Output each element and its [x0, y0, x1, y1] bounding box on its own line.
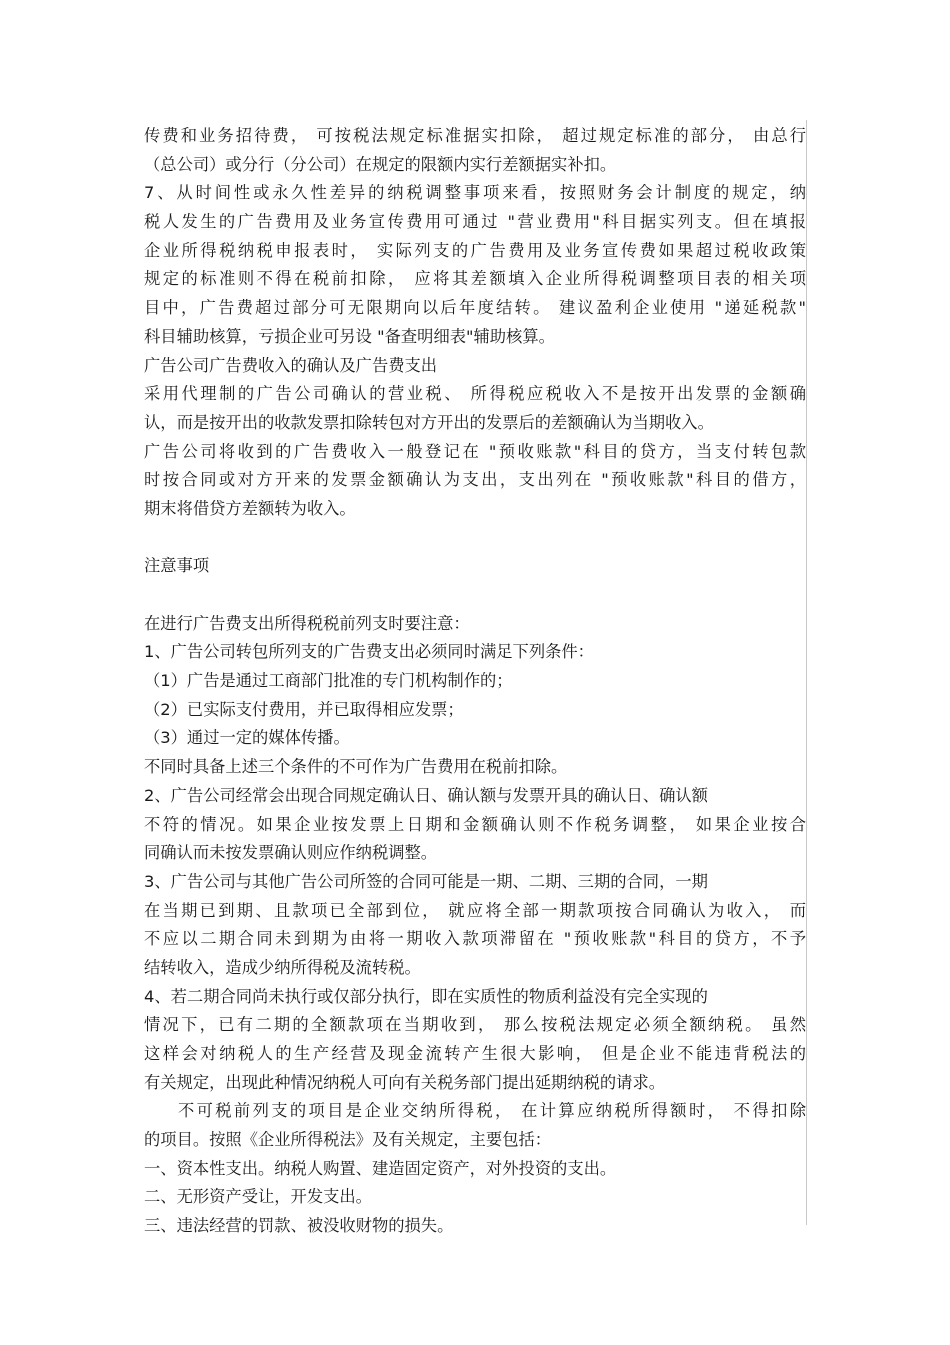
text-line: 在进行广告费支出所得税税前列支时要注意： [144, 613, 470, 633]
text-line: 一、资本性支出。纳税人购置、建造固定资产，对外投资的支出。 [144, 1158, 617, 1178]
text-line: （总公司）或分行（分公司）在规定的限额内实行差额据实补扣。 [144, 154, 617, 174]
text-line: 注意事项 [144, 556, 210, 576]
blank-line [144, 581, 806, 610]
text-line: 7、从时间性或永久性差异的纳税调整事项来看，按照财务会计制度的规定，纳 [144, 183, 806, 203]
text-line: 有关规定，出现此种情况纳税人可向有关税务部门提出延期纳税的请求。 [144, 1072, 666, 1092]
text-line: 广告公司将收到的广告费收入一般登记在 "预收账款"科目的贷方，当支付转包款 [144, 441, 806, 461]
text-line: 广告公司广告费收入的确认及广告费支出 [144, 355, 438, 375]
text-line: （3）通过一定的媒体传播。 [144, 728, 350, 748]
text-line: 采用代理制的广告公司确认的营业税、 所得税应税收入不是按开出发票的金额确 [144, 384, 806, 404]
text-line: （1）广告是通过工商部门批准的专门机构制作的； [144, 671, 513, 691]
text-line: 三、违法经营的罚款、被没收财物的损失。 [144, 1216, 454, 1236]
text-line: 的项目。按照《企业所得税法》及有关规定，主要包括： [144, 1130, 552, 1150]
text-line: 结转收入，造成少纳所得税及流转税。 [144, 957, 421, 977]
text-line: 不符的情况。如果企业按发票上日期和金额确认则不作税务调整， 如果企业按合 [144, 814, 806, 834]
text-line: 4、若二期合同尚未执行或仅部分执行，即在实质性的物质利益没有完全实现的 [144, 986, 708, 1006]
text-line: 科目辅助核算，亏损企业可另设 "备查明细表"辅助核算。 [144, 326, 555, 346]
text-line: 2、广告公司经常会出现合同规定确认日、确认额与发票开具的确认日、确认额 [144, 785, 708, 805]
text-line: 时按合同或对方开来的发票金额确认为支出，支出列在 "预收账款"科目的借方， [144, 470, 806, 490]
text-line: 期末将借贷方差额转为收入。 [144, 498, 356, 518]
text-line: 企业所得税纳税申报表时， 实际列支的广告费用及业务宣传费如果超过税收政策 [144, 240, 806, 260]
text-line: 传费和业务招待费， 可按税法规定标准据实扣除， 超过规定标准的部分， 由总行 [144, 126, 806, 145]
text-line: 二、无形资产受让，开发支出。 [144, 1187, 372, 1207]
text-line: 不可税前列支的项目是企业交纳所得税， 在计算应纳税所得额时， 不得扣除 [178, 1101, 806, 1121]
document-body [144, 122, 806, 1241]
text-line: 认，而是按开出的收款发票扣除转包对方开出的发票后的差额确认为当期收入。 [144, 412, 714, 432]
text-line: 情况下，已有二期的全额款项在当期收到， 那么按税法规定必须全额纳税。 虽然 [144, 1015, 806, 1035]
text-line: 同确认而未按发票确认则应作纳税调整。 [144, 843, 438, 863]
text-line: 不应以二期合同未到期为由将一期收入款项滞留在 "预收账款"科目的贷方，不予 [144, 929, 806, 949]
blank-line [144, 524, 806, 553]
text-line: （2）已实际支付费用，并已取得相应发票； [144, 699, 464, 719]
text-line: 1、广告公司转包所列支的广告费支出必须同时满足下列条件： [144, 642, 594, 662]
text-line: 目中，广告费超过部分可无限期向以后年度结转。 建议盈利企业使用 "递延税款" [144, 298, 806, 318]
page-border-line [806, 120, 807, 1225]
text-line: 不同时具备上述三个条件的不可作为广告费用在税前扣除。 [144, 757, 568, 777]
text-line: 这样会对纳税人的生产经营及现金流转产生很大影响， 但是企业不能违背税法的 [144, 1044, 806, 1063]
text-line: 3、广告公司与其他广告公司所签的合同可能是一期、二期、三期的合同，一期 [144, 871, 708, 891]
text-line: 税人发生的广告费用及业务宣传费用可通过 "营业费用"科目据实列支。但在填报 [144, 212, 806, 232]
text-line: 在当期已到期、且款项已全部到位， 就应将全部一期款项按合同确认为收入， 而 [144, 900, 806, 920]
text-line: 规定的标准则不得在税前扣除， 应将其差额填入企业所得税调整项目表的相关项 [144, 269, 806, 289]
